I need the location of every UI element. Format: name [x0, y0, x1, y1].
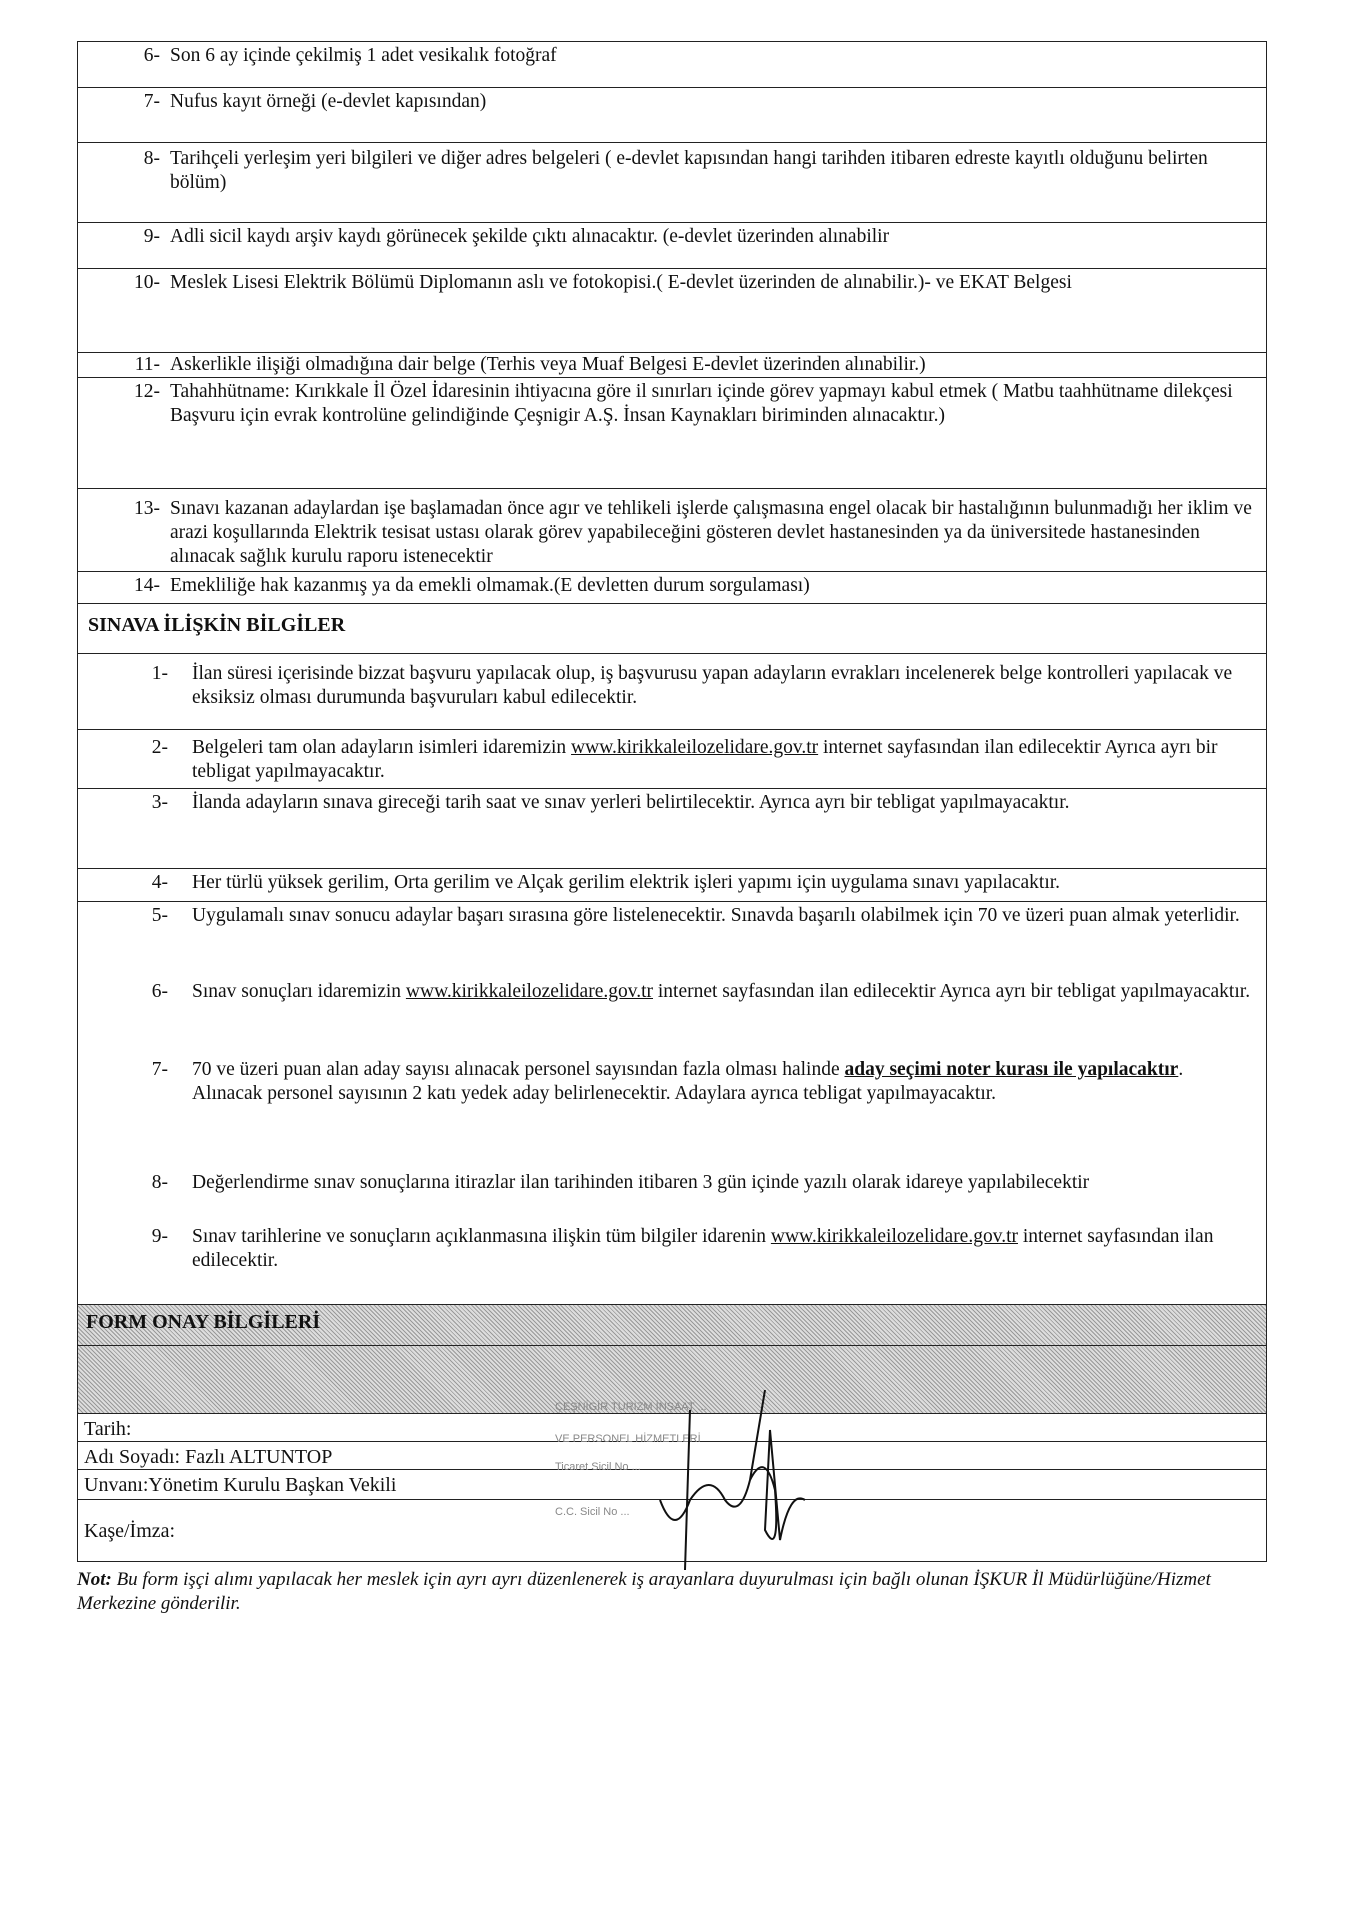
svg-text:Ticaret Sicil No ...: Ticaret Sicil No ... [555, 1461, 641, 1473]
item-number: 8- [143, 148, 160, 169]
list-item [78, 654, 1266, 730]
list-item [78, 1161, 1266, 1223]
item-number: 2- [151, 737, 168, 758]
website-link[interactable]: www.kirikkaleilozelidare.gov.tr [405, 981, 653, 1002]
item-text: Sınav tarihlerine ve sonuçların açıklanmasına ilişkin tüm bilgiler idarenin [192, 1226, 771, 1247]
list-item [78, 1048, 1266, 1161]
item-text: İlanda adayların sınava gireceği tarih saat ve sınav yerleri belirtilecektir. Ayrıca ayrı bir tebligat yapılmayacaktır. [192, 792, 1070, 813]
svg-text:C.C. Sicil No ...: C.C. Sicil No ... [555, 1506, 630, 1518]
list-item [78, 143, 1266, 223]
item-text: Adli sicil kaydı arşiv kaydı görünecek şekilde çıktı alınacaktır. (e-devlet üzerinden alınabilir [170, 226, 890, 247]
list-item [78, 902, 1266, 970]
list-item [78, 88, 1266, 143]
item-text: internet sayfasından ilan edilecektir Ayrıca ayrı bir tebligat yapılmayacaktır. [653, 981, 1251, 1002]
item-text: Tahahhütname: Kırıkkale İl Özel İdaresinin ihtiyacına göre il sınırları içinde görev yapmayı kabul etmek ( Matbu taahhütname dilekçesi Başvuru için evrak kontrolüne gelindiğinde Çeşnigir A.Ş. İnsan Kaynakları biriminden alınacaktır.) [170, 381, 1233, 426]
item-number: 6- [143, 45, 160, 66]
item-text: Her türlü yüksek gerilim, Orta gerilim ve Alçak gerilim elektrik işleri yapımı için uygulama sınavı yapılacaktır. [192, 872, 1061, 893]
item-number: 13- [134, 498, 160, 519]
list-item [78, 489, 1266, 572]
note-label: Not: [77, 1569, 112, 1590]
requirements-table [77, 41, 1267, 1562]
stamp-signature-field: Kaşe/İmza: [78, 1500, 1266, 1562]
item-number: 11- [134, 354, 160, 375]
footnote [77, 1568, 1277, 1616]
item-number: 12- [134, 381, 160, 402]
item-text: İlan süresi içerisinde bizzat başvuru yapılacak olup, iş başvurusu yapan adayların evrakları incelenerek belge kontrolleri yapılacak ve eksiksiz olması durumunda başvuruları kabul edilecektir. [192, 663, 1233, 708]
note-text: Bu form işçi alımı yapılacak her meslek için ayrı ayrı düzenlenerek iş arayanlara duyurulması için bağlı olunan İŞKUR İl Müdürlüğüne/Hizmet Merkezine gönderilir. [77, 1569, 1211, 1614]
item-text: Sınav sonuçları idaremizin [192, 981, 406, 1002]
item-text: Tarihçeli yerleşim yeri bilgileri ve diğer adres belgeleri ( e-devlet kapısından hangi tarihden itibaren edreste kayıtlı olduğunu belirten bölüm) [170, 148, 1208, 193]
list-item [78, 269, 1266, 353]
item-number: 5- [151, 905, 168, 926]
item-text: Meslek Lisesi Elektrik Bölümü Diplomanın aslı ve fotokopisi.( E-devlet üzerinden de alınabilir.)- ve EKAT Belgesi [170, 272, 1072, 293]
item-number: 1- [151, 663, 168, 684]
list-item [78, 223, 1266, 269]
item-text: Uygulamalı sınav sonucu adaylar başarı sırasına göre listelenecektir. Sınavda başarılı olabilmek için 70 ve üzeri puan almak yeterlidir. [192, 905, 1240, 926]
list-item [78, 1223, 1266, 1305]
item-text: Askerlikle ilişiği olmadığına dair belge (Terhis veya Muaf Belgesi E-devlet üzerinden alınabilir.) [170, 354, 926, 375]
item-text: 70 ve üzeri puan alan aday sayısı alınacak personel sayısından fazla olması halinde [192, 1059, 845, 1080]
item-number: 7- [151, 1059, 168, 1080]
list-item [78, 869, 1266, 902]
item-number: 7- [143, 91, 160, 112]
item-number: 14- [134, 575, 160, 596]
item-text: Belgeleri tam olan adayların isimleri idaremizin [192, 737, 572, 758]
list-item [78, 42, 1266, 88]
item-number: 4- [151, 872, 168, 893]
date-field: Tarih: [78, 1414, 1266, 1442]
title-field: Unvanı:Yönetim Kurulu Başkan Vekili [78, 1470, 1266, 1500]
item-number: 9- [151, 1226, 168, 1247]
item-text: Değerlendirme sınav sonuçlarına itirazlar ilan tarihinden itibaren 3 gün içinde yazılı olarak idareye yapılabilecektir [192, 1172, 1090, 1193]
website-link[interactable]: www.kirikkaleilozelidare.gov.tr [571, 737, 819, 758]
svg-text:ÇEŞNİGİR TURİZM İNŞAAT ...: ÇEŞNİGİR TURİZM İNŞAAT ... [555, 1401, 707, 1413]
list-item [78, 572, 1266, 604]
list-item [78, 378, 1266, 489]
item-text: Son 6 ay içinde çekilmiş 1 adet vesikalık fotoğraf [170, 45, 557, 66]
website-link[interactable]: www.kirikkaleilozelidare.gov.tr [770, 1226, 1018, 1247]
item-text: internet sayfasından ilan edilecektir. [192, 1226, 1214, 1271]
item-text: Emekliliğe hak kazanmış ya da emekli olmamak.(E devletten durum sorgulaması) [170, 575, 810, 596]
item-text: internet sayfasından ilan edilecektir Ayrıca ayrı bir tebligat yapılmayacaktır. [192, 737, 1218, 782]
item-number: 8- [151, 1172, 168, 1193]
item-text: . Alınacak personel sayısının 2 katı yedek aday belirlenecektir. Adaylara ayrıca tebligat yapılmayacaktır. [192, 1059, 1184, 1104]
list-item [78, 970, 1266, 1048]
exam-info-heading: SINAVA İLİŞKİN BİLGİLER [78, 604, 1266, 654]
item-text: Sınavı kazanan adaylardan işe başlamadan önce agır ve tehlikeli işlerde çalışmasına engel olacak bir hastalığının bulunmadığı her iklim ve arazi koşullarında Elektrik tesisat ustası olarak görev yapabileceğini gösteren devlet hastanesinden ya da üniversitede hastanesinden alınacak sağlık kurulu raporu istenecektir [170, 498, 1252, 567]
name-field: Adı Soyadı: Fazlı ALTUNTOP [78, 1442, 1266, 1470]
item-number: 6- [151, 981, 168, 1002]
list-item [78, 730, 1266, 789]
item-number: 10- [134, 272, 160, 293]
signature-stamp [550, 1390, 870, 1590]
list-item [78, 789, 1266, 869]
svg-text:VE PERSONEL HİZMETLERİ: VE PERSONEL HİZMETLERİ [555, 1433, 701, 1445]
item-text-emphasis: aday seçimi noter kurası ile yapılacaktır [844, 1059, 1179, 1080]
item-number: 9- [143, 226, 160, 247]
item-number: 3- [151, 792, 168, 813]
list-item [78, 353, 1266, 378]
form-approval-heading: FORM ONAY BİLGİLERİ [78, 1305, 1266, 1346]
item-text: Nufus kayıt örneği (e-devlet kapısından) [170, 91, 487, 112]
